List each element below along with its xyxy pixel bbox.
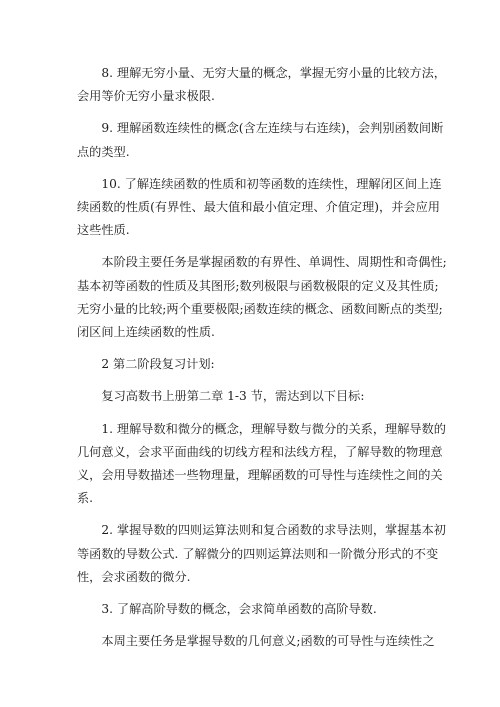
text-line: 3. 了解高阶导数的概念，会求简单函数的高阶导数. — [101, 602, 377, 617]
text-line: 10. 了解连续函数的性质和初等函数的连续性，理解闭区间上连 — [101, 176, 442, 191]
paragraph-stage-summary — [77, 251, 447, 344]
text-line: 等函数的导数公式. 了解微分的四则运算法则和一阶微分形式的不变 — [77, 546, 439, 561]
text-line: 义，会用导数描述一些物理量，理解函数的可导性与连续性之间的关 — [77, 468, 443, 483]
text-line: 本周主要任务是掌握导数的几何意义;函数的可导性与连续性之 — [101, 634, 435, 649]
text-line: 1. 理解导数和微分的概念，理解导数与微分的关系，理解导数的 — [101, 421, 446, 436]
text-line: 2. 掌握导数的四则运算法则和复合函数的求导法则，掌握基本初 — [101, 523, 446, 538]
text-line: 点的类型. — [77, 144, 130, 159]
text-line: 系. — [77, 491, 94, 506]
paragraph-goal-1 — [77, 418, 446, 511]
paragraph-review-scope — [77, 385, 429, 408]
paragraph-goal-3 — [77, 598, 429, 621]
text-line: 闭区间上连续函数的性质. — [77, 325, 215, 340]
paragraph-goal-2 — [77, 519, 446, 589]
text-line: 这些性质. — [77, 223, 130, 238]
text-line: 续函数的性质(有界性、最大值和最小值定理、介值定理)，并会应用 — [77, 200, 440, 215]
section-heading-stage-2 — [77, 353, 429, 376]
text-line: 9. 理解函数连续性的概念(含左连续与右连续)，会判别函数间断 — [101, 121, 444, 136]
paragraph-weekly-summary — [77, 630, 435, 653]
text-line: 几何意义，会求平面曲线的切线方程和法线方程，了解导数的物理意 — [77, 444, 443, 459]
paragraph-item-10 — [77, 173, 442, 243]
text-line: 复习高数书上册第二章 1-3 节，需达到以下目标: — [101, 389, 365, 404]
text-line: 基本初等函数的性质及其图形;数列极限与函数极限的定义及其性质; — [77, 278, 439, 293]
text-line: 会用等价无穷小量求极限. — [77, 89, 215, 104]
paragraph-item-9 — [77, 117, 444, 163]
text-line: 2 第二阶段复习计划: — [101, 357, 215, 372]
text-line: 8. 理解无穷小量、无穷大量的概念，掌握无穷小量的比较方法， — [101, 66, 446, 80]
document-page — [77, 62, 447, 662]
text-line: 无穷小量的比较;两个重要极限;函数连续的概念、函数间断点的类型; — [77, 301, 443, 316]
text-line: 本阶段主要任务是掌握函数的有界性、单调性、周期性和奇偶性; — [101, 255, 447, 270]
paragraph-item-8 — [77, 62, 446, 108]
text-line: 性，会求函数的微分. — [77, 569, 191, 584]
